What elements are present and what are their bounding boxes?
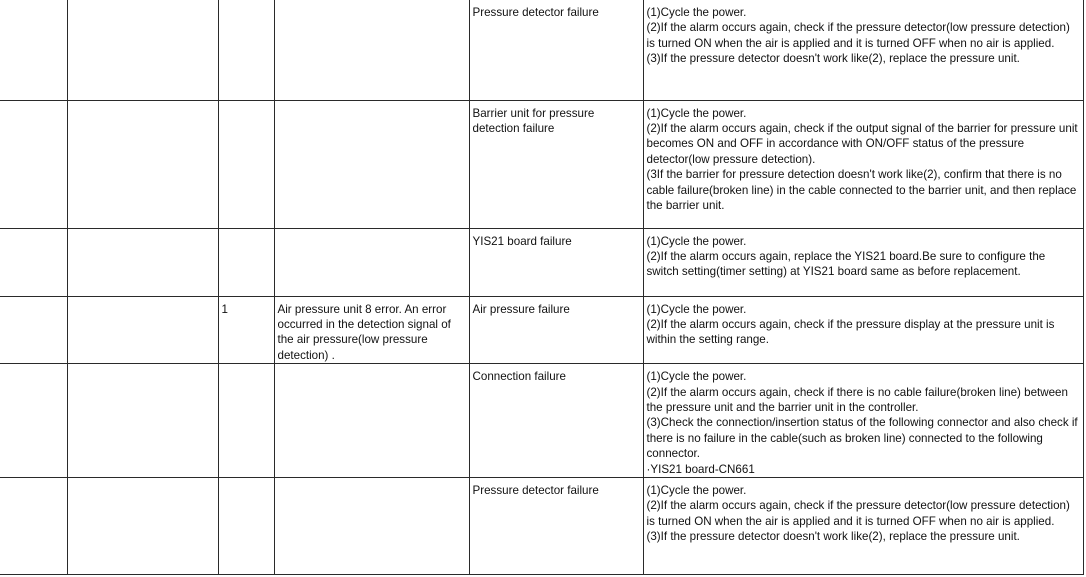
remedy-step: (2)If the alarm occurs again, check if the pressure display at the pressure unit is within the setting range. (646, 317, 1055, 347)
code-cell (67, 228, 218, 296)
remedy-cell (643, 296, 1083, 364)
remedy-step: ·YIS21 board-CN661 (646, 462, 755, 476)
cause-cell: Air pressure failure (469, 296, 643, 364)
no-cell (218, 0, 274, 100)
category-cell (0, 100, 67, 228)
code-cell (67, 296, 218, 364)
remedy-cell (643, 228, 1083, 296)
table-row (0, 296, 1083, 364)
remedy-step: (3If the barrier for pressure detection doesn't work like(2), confirm that there is no cable failure(broken line) in the cable connected to the barrier unit, and then replace the barrier unit. (646, 168, 1077, 212)
remedy-step: (1)Cycle the power. (646, 234, 747, 248)
cause-cell: Pressure detector failure (469, 477, 643, 574)
table-row (0, 228, 1083, 296)
message-cell (274, 364, 469, 478)
code-cell (67, 0, 218, 100)
no-cell: 1 (218, 296, 274, 364)
remedy-step: (3)Check the connection/insertion status of the following connector and also check if there is no failure in the cable(such as broken line) connected to the following connector. (646, 416, 1078, 461)
remedy-step: (1)Cycle the power. (646, 106, 747, 120)
cause-cell: Connection failure (469, 364, 643, 478)
message-cell (274, 477, 469, 574)
code-cell (67, 364, 218, 478)
message-cell (274, 0, 469, 100)
message-cell: Air pressure unit 8 error. An error occurred in the detection signal of the air pressure(low pressure detection) . (274, 296, 469, 364)
code-cell (67, 100, 218, 228)
remedy-step: (1)Cycle the power. (646, 483, 747, 497)
remedy-step: (1)Cycle the power. (646, 302, 747, 316)
remedy-step: (1)Cycle the power. (646, 6, 747, 19)
no-cell (218, 364, 274, 478)
remedy-step: (2)If the alarm occurs again, replace the YIS21 board.Be sure to configure the switch setting(timer setting) at YIS21 board same as before replacement. (646, 249, 1046, 279)
no-cell (218, 228, 274, 296)
remedy-step: (3)If the pressure detector doesn't work like(2), replace the pressure unit. (646, 52, 1020, 66)
remedy-step: (2)If the alarm occurs again, check if there is no cable failure(broken line) between the pressure unit and the barrier unit in the controller. (646, 385, 1068, 414)
remedy-cell (643, 100, 1083, 228)
message-cell (274, 228, 469, 296)
table-row (0, 100, 1083, 228)
remedy-cell (643, 364, 1083, 478)
category-cell (0, 477, 67, 574)
remedy-step: (2)If the alarm occurs again, check if the pressure detector(low pressure detection) is turned ON when the air is applied and it is turned OFF when no air is applied. (646, 21, 1070, 50)
category-cell (0, 228, 67, 296)
table-row (0, 0, 1083, 100)
cause-cell: Barrier unit for pressure detection failure (469, 100, 643, 228)
cause-cell: YIS21 board failure (469, 228, 643, 296)
category-cell (0, 0, 67, 100)
category-cell (0, 364, 67, 478)
no-cell (218, 477, 274, 574)
table-row (0, 364, 1083, 478)
cause-cell: Pressure detector failure (469, 0, 643, 100)
code-cell (67, 477, 218, 574)
remedy-step: (2)If the alarm occurs again, check if the output signal of the barrier for pressure unit becomes ON and OFF in accordance with ON/OFF status of the pressure detector(low pressure detection). (646, 121, 1078, 166)
remedy-step: (2)If the alarm occurs again, check if the pressure detector(low pressure detection) is turned ON when the air is applied and it is turned OFF when no air is applied. (646, 499, 1070, 528)
category-cell (0, 296, 67, 364)
remedy-cell (643, 0, 1083, 100)
remedy-step: (1)Cycle the power. (646, 370, 747, 384)
remedy-step: (3)If the pressure detector doesn't work like(2), replace the pressure unit. (646, 530, 1020, 544)
remedy-cell (643, 477, 1083, 574)
message-cell (274, 100, 469, 228)
table-row (0, 477, 1083, 574)
no-cell (218, 100, 274, 228)
